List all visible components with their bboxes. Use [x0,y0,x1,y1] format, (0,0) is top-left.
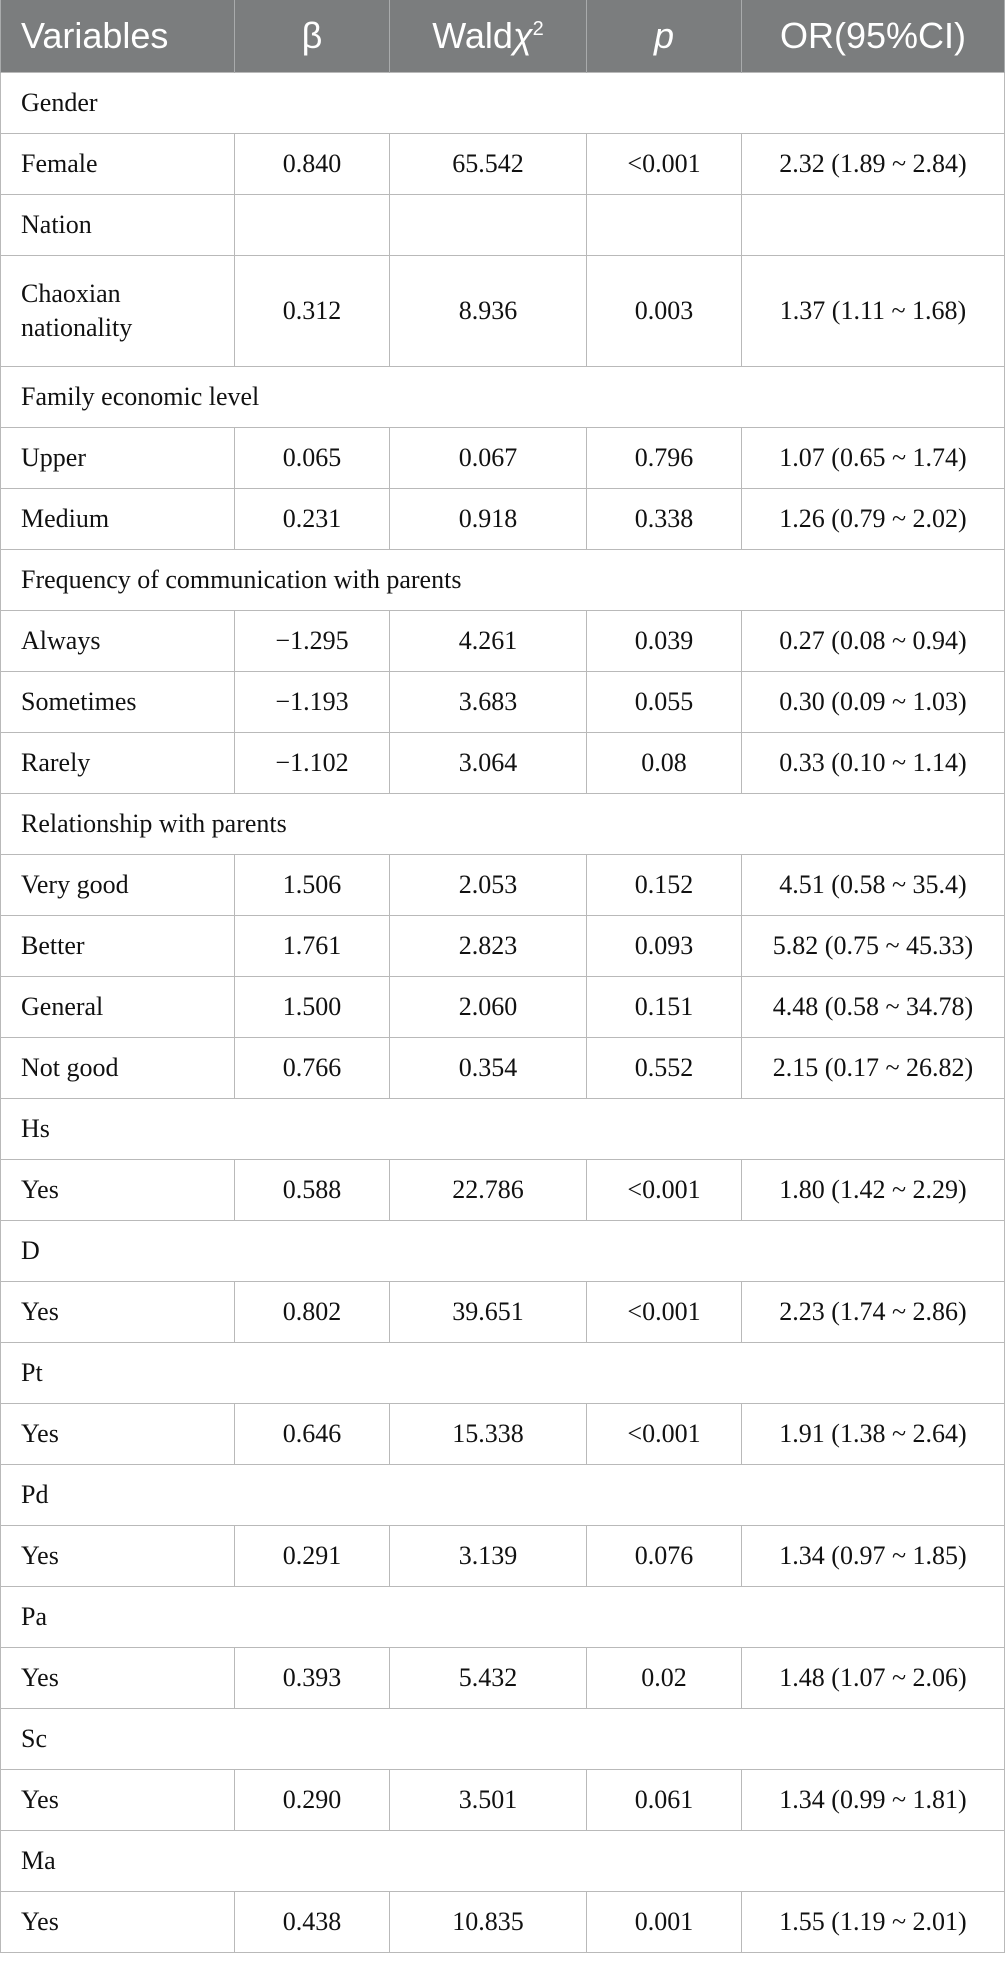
section-label: Frequency of communication with parents [1,550,1005,611]
table-body [1,73,1005,1953]
p-value-cell: <0.001 [587,1404,742,1465]
header-p-label: p [653,15,675,56]
odds-ratio-cell: 4.51 (0.58 ~ 35.4) [742,855,1005,916]
wald-cell: 22.786 [390,1160,587,1221]
header-p [587,0,742,73]
beta-cell: 1.500 [235,977,390,1038]
empty-cell [390,195,587,256]
beta-cell: 0.438 [235,1892,390,1953]
header-wald [390,0,587,73]
odds-ratio-cell: 1.34 (0.99 ~ 1.81) [742,1770,1005,1831]
section-label: Pd [1,1465,1005,1526]
table-row [1,1282,1005,1343]
p-value-cell: 0.152 [587,855,742,916]
wald-cell: 0.067 [390,428,587,489]
variable-cell: General [1,977,235,1038]
wald-cell: 0.918 [390,489,587,550]
wald-cell: 15.338 [390,1404,587,1465]
variable-cell: Better [1,916,235,977]
odds-ratio-cell: 1.48 (1.07 ~ 2.06) [742,1648,1005,1709]
odds-ratio-cell: 1.37 (1.11 ~ 1.68) [742,256,1005,367]
wald-cell: 39.651 [390,1282,587,1343]
variable-cell: Medium [1,489,235,550]
section-label: Pa [1,1587,1005,1648]
variable-cell: Not good [1,1038,235,1099]
section-row [1,367,1005,428]
table-row [1,1526,1005,1587]
table-row [1,916,1005,977]
odds-ratio-cell: 0.33 (0.10 ~ 1.14) [742,733,1005,794]
odds-ratio-cell: 2.32 (1.89 ~ 2.84) [742,134,1005,195]
odds-ratio-cell: 1.07 (0.65 ~ 1.74) [742,428,1005,489]
section-label: Hs [1,1099,1005,1160]
variable-cell: Always [1,611,235,672]
wald-cell: 3.139 [390,1526,587,1587]
beta-cell: 0.646 [235,1404,390,1465]
empty-cell [742,195,1005,256]
section-row [1,1587,1005,1648]
beta-cell: −1.193 [235,672,390,733]
table-row [1,733,1005,794]
odds-ratio-cell: 4.48 (0.58 ~ 34.78) [742,977,1005,1038]
p-value-cell: 0.055 [587,672,742,733]
p-value-cell: <0.001 [587,1160,742,1221]
beta-cell: 0.766 [235,1038,390,1099]
p-value-cell: 0.338 [587,489,742,550]
table-row [1,489,1005,550]
table-row [1,611,1005,672]
table-row [1,672,1005,733]
beta-cell: −1.295 [235,611,390,672]
wald-cell: 3.683 [390,672,587,733]
p-value-cell: 0.039 [587,611,742,672]
section-row [1,1831,1005,1892]
header-beta: β [235,0,390,73]
odds-ratio-cell: 1.34 (0.97 ~ 1.85) [742,1526,1005,1587]
beta-cell: 0.065 [235,428,390,489]
section-label: Pt [1,1343,1005,1404]
section-row [1,195,1005,256]
p-value-cell: 0.552 [587,1038,742,1099]
variable-cell: Rarely [1,733,235,794]
variable-cell: Yes [1,1526,235,1587]
table-row [1,977,1005,1038]
p-value-cell: 0.02 [587,1648,742,1709]
odds-ratio-cell: 0.30 (0.09 ~ 1.03) [742,672,1005,733]
section-label: Nation [1,195,235,256]
table-row [1,1648,1005,1709]
variable-cell: Yes [1,1648,235,1709]
table-header [1,0,1005,73]
p-value-cell: 0.003 [587,256,742,367]
table-row [1,1160,1005,1221]
variable-cell: Upper [1,428,235,489]
header-variables: Variables [1,0,235,73]
section-label: D [1,1221,1005,1282]
section-row [1,73,1005,134]
header-wald-prefix: Wald [432,15,513,56]
p-value-cell: 0.093 [587,916,742,977]
section-row [1,1099,1005,1160]
section-row [1,550,1005,611]
variable-cell: Yes [1,1892,235,1953]
header-or: OR(95%CI) [742,0,1005,73]
beta-cell: 0.840 [235,134,390,195]
wald-cell: 65.542 [390,134,587,195]
beta-cell: −1.102 [235,733,390,794]
wald-cell: 0.354 [390,1038,587,1099]
section-label: Sc [1,1709,1005,1770]
header-row [1,0,1005,73]
table-row [1,1770,1005,1831]
section-row [1,1221,1005,1282]
variable-cell: Very good [1,855,235,916]
odds-ratio-cell: 1.26 (0.79 ~ 2.02) [742,489,1005,550]
beta-cell: 0.393 [235,1648,390,1709]
p-value-cell: <0.001 [587,1282,742,1343]
wald-cell: 10.835 [390,1892,587,1953]
p-value-cell: 0.076 [587,1526,742,1587]
wald-cell: 2.823 [390,916,587,977]
section-row [1,1465,1005,1526]
table-row [1,1404,1005,1465]
beta-cell: 0.290 [235,1770,390,1831]
table-row [1,855,1005,916]
p-value-cell: 0.08 [587,733,742,794]
beta-cell: 0.802 [235,1282,390,1343]
empty-cell [587,195,742,256]
wald-cell: 8.936 [390,256,587,367]
beta-cell: 0.588 [235,1160,390,1221]
odds-ratio-cell: 1.80 (1.42 ~ 2.29) [742,1160,1005,1221]
odds-ratio-cell: 1.91 (1.38 ~ 2.64) [742,1404,1005,1465]
section-label: Ma [1,1831,1005,1892]
wald-cell: 3.064 [390,733,587,794]
beta-cell: 0.291 [235,1526,390,1587]
table-row [1,134,1005,195]
variable-cell: Yes [1,1404,235,1465]
section-label: Gender [1,73,1005,134]
odds-ratio-cell: 2.15 (0.17 ~ 26.82) [742,1038,1005,1099]
section-row [1,794,1005,855]
p-value-cell: <0.001 [587,134,742,195]
header-wald-superscript: 2 [532,18,544,40]
header-wald-symbol: χ [512,15,533,56]
section-row [1,1709,1005,1770]
table-row [1,256,1005,367]
variable-cell: Sometimes [1,672,235,733]
odds-ratio-cell: 5.82 (0.75 ~ 45.33) [742,916,1005,977]
odds-ratio-cell: 1.55 (1.19 ~ 2.01) [742,1892,1005,1953]
table-row [1,1892,1005,1953]
wald-cell: 2.060 [390,977,587,1038]
section-row [1,1343,1005,1404]
beta-cell: 1.506 [235,855,390,916]
empty-cell [235,195,390,256]
p-value-cell: 0.796 [587,428,742,489]
variable-cell: Female [1,134,235,195]
section-label: Relationship with parents [1,794,1005,855]
variable-cell: Yes [1,1282,235,1343]
p-value-cell: 0.151 [587,977,742,1038]
wald-cell: 5.432 [390,1648,587,1709]
variable-cell: Chaoxian nationality [1,256,235,367]
wald-cell: 4.261 [390,611,587,672]
p-value-cell: 0.061 [587,1770,742,1831]
variable-cell: Yes [1,1770,235,1831]
variable-cell: Yes [1,1160,235,1221]
beta-cell: 0.231 [235,489,390,550]
p-value-cell: 0.001 [587,1892,742,1953]
odds-ratio-cell: 0.27 (0.08 ~ 0.94) [742,611,1005,672]
wald-cell: 2.053 [390,855,587,916]
section-label: Family economic level [1,367,1005,428]
beta-cell: 0.312 [235,256,390,367]
wald-cell: 3.501 [390,1770,587,1831]
table-row [1,1038,1005,1099]
table-row [1,428,1005,489]
beta-cell: 1.761 [235,916,390,977]
odds-ratio-cell: 2.23 (1.74 ~ 2.86) [742,1282,1005,1343]
